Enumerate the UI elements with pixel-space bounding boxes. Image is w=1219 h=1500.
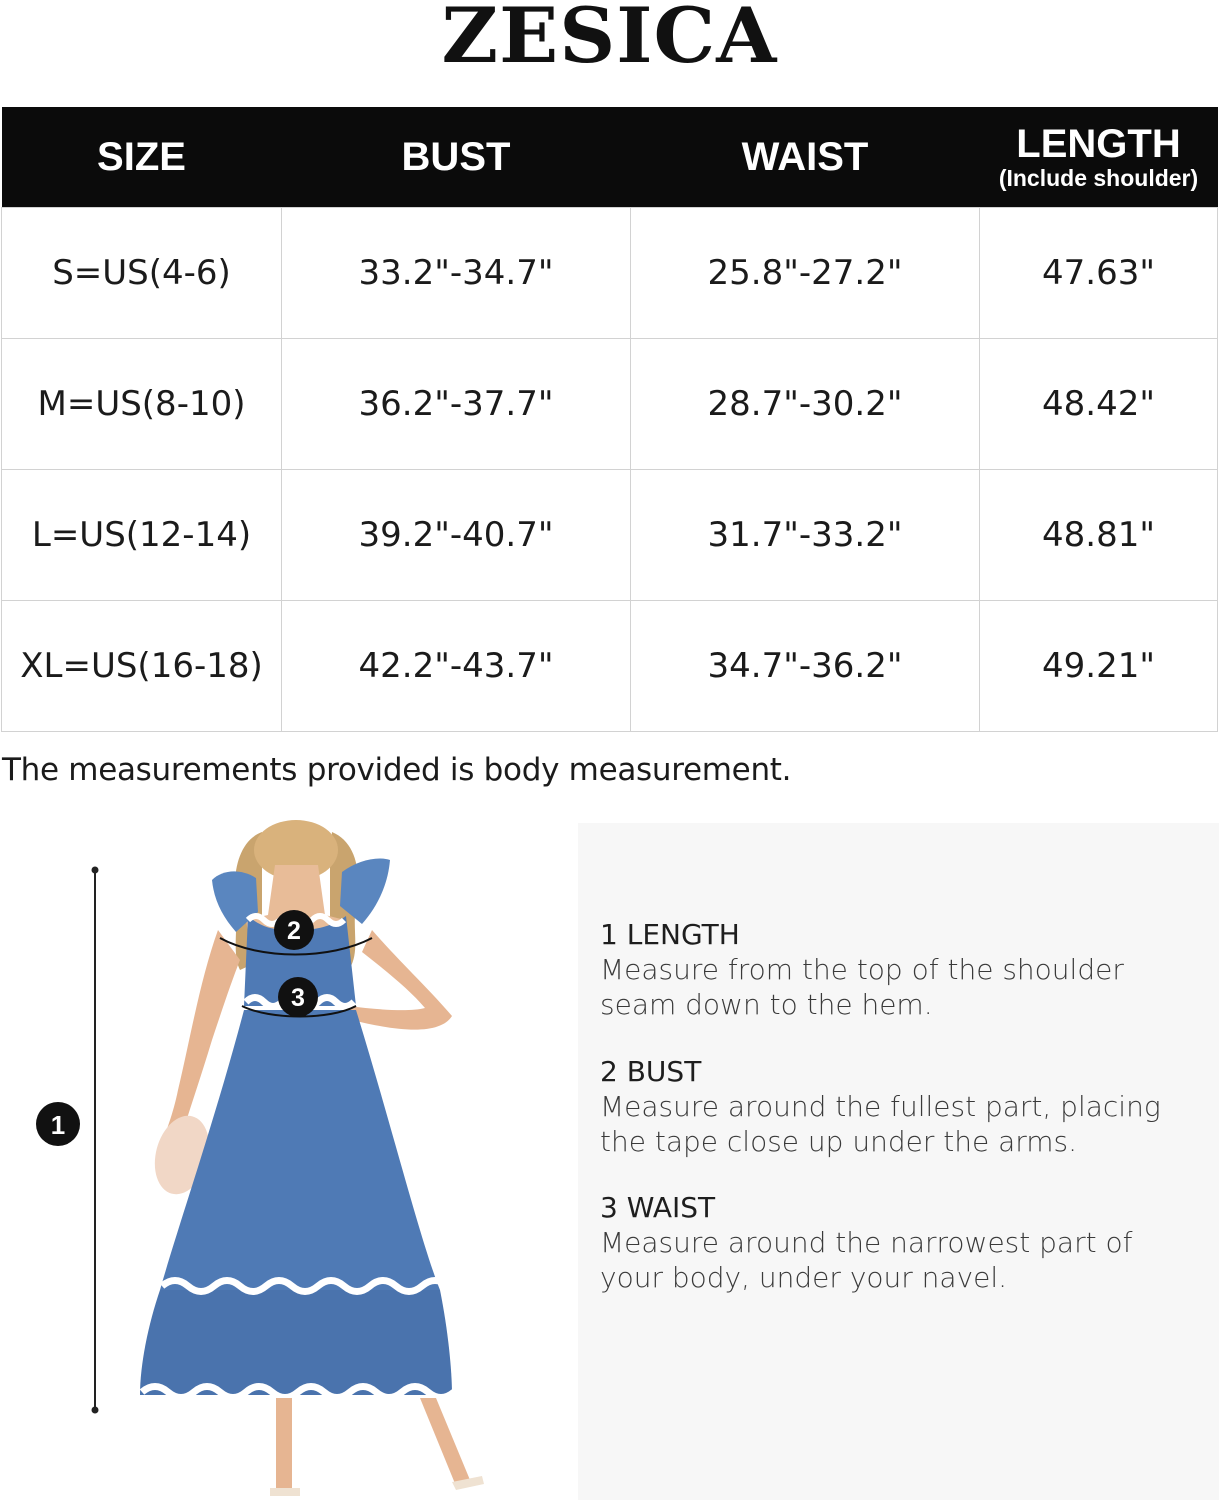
leg-right (420, 1398, 470, 1486)
marker-bust (274, 910, 314, 950)
cell-bust: 36.2"-37.7" (282, 339, 631, 470)
cell-size: M=US(8-10) (2, 339, 282, 470)
length-line-top-dot (92, 867, 99, 874)
marker-waist (278, 977, 318, 1017)
measure-guide-panel (578, 823, 1219, 1500)
cell-bust: 42.2"-43.7" (282, 601, 631, 732)
table-row (2, 339, 1218, 470)
table-row (2, 208, 1218, 339)
header-length (980, 107, 1218, 208)
cell-length: 48.81" (980, 470, 1218, 601)
arm-right (348, 930, 452, 1030)
leg-left (276, 1398, 292, 1492)
guide-waist-desc-1: Measure around the narrowest part of (600, 1226, 1133, 1259)
cell-length: 49.21" (980, 601, 1218, 732)
header-size: SIZE (2, 107, 282, 208)
cell-waist: 34.7"-36.2" (631, 601, 980, 732)
cell-waist: 25.8"-27.2" (631, 208, 980, 339)
cell-bust: 33.2"-34.7" (282, 208, 631, 339)
size-chart-table (1, 107, 1218, 732)
guide-length-title: 1 LENGTH (600, 918, 740, 951)
guide-bust-title: 2 BUST (600, 1055, 702, 1088)
dress-illustration (0, 820, 575, 1500)
marker-bust-label: 2 (287, 917, 301, 945)
brand-logo: ZESICA (441, 0, 778, 80)
cell-bust: 39.2"-40.7" (282, 470, 631, 601)
length-line-bottom-dot (92, 1407, 99, 1414)
header-bust: BUST (282, 107, 631, 208)
guide-length-desc-1: Measure from the top of the shoulder (600, 953, 1124, 986)
measurement-note: The measurements provided is body measurement. (2, 752, 792, 788)
cell-waist: 28.7"-30.2" (631, 339, 980, 470)
guide-bust-desc-1: Measure around the fullest part, placing (600, 1090, 1161, 1123)
guide-length-desc-2: seam down to the hem. (600, 988, 933, 1021)
cell-size: XL=US(16-18) (2, 601, 282, 732)
guide-length (600, 918, 1200, 1022)
guide-waist (600, 1191, 1200, 1295)
table-row (2, 470, 1218, 601)
header-length-label: LENGTH (1016, 122, 1181, 166)
cell-waist: 31.7"-33.2" (631, 470, 980, 601)
marker-length-label: 1 (50, 1110, 66, 1140)
cell-length: 48.42" (980, 339, 1218, 470)
table-header-row (2, 107, 1218, 208)
cell-size: L=US(12-14) (2, 470, 282, 601)
guide-bust-desc-2: the tape close up under the arms. (600, 1125, 1078, 1158)
guide-waist-title: 3 WAIST (600, 1191, 716, 1224)
header-length-sub: (Include shoulder) (998, 165, 1199, 191)
marker-waist-label: 3 (291, 984, 305, 1012)
shoe-left (270, 1488, 300, 1496)
table-row (2, 601, 1218, 732)
header-waist: WAIST (631, 107, 980, 208)
dress-hem-tier (140, 1290, 452, 1395)
cell-length: 47.63" (980, 208, 1218, 339)
guide-waist-desc-2: your body, under your navel. (600, 1261, 1008, 1294)
guide-bust (600, 1055, 1200, 1159)
marker-length (36, 1102, 80, 1146)
cell-size: S=US(4-6) (2, 208, 282, 339)
